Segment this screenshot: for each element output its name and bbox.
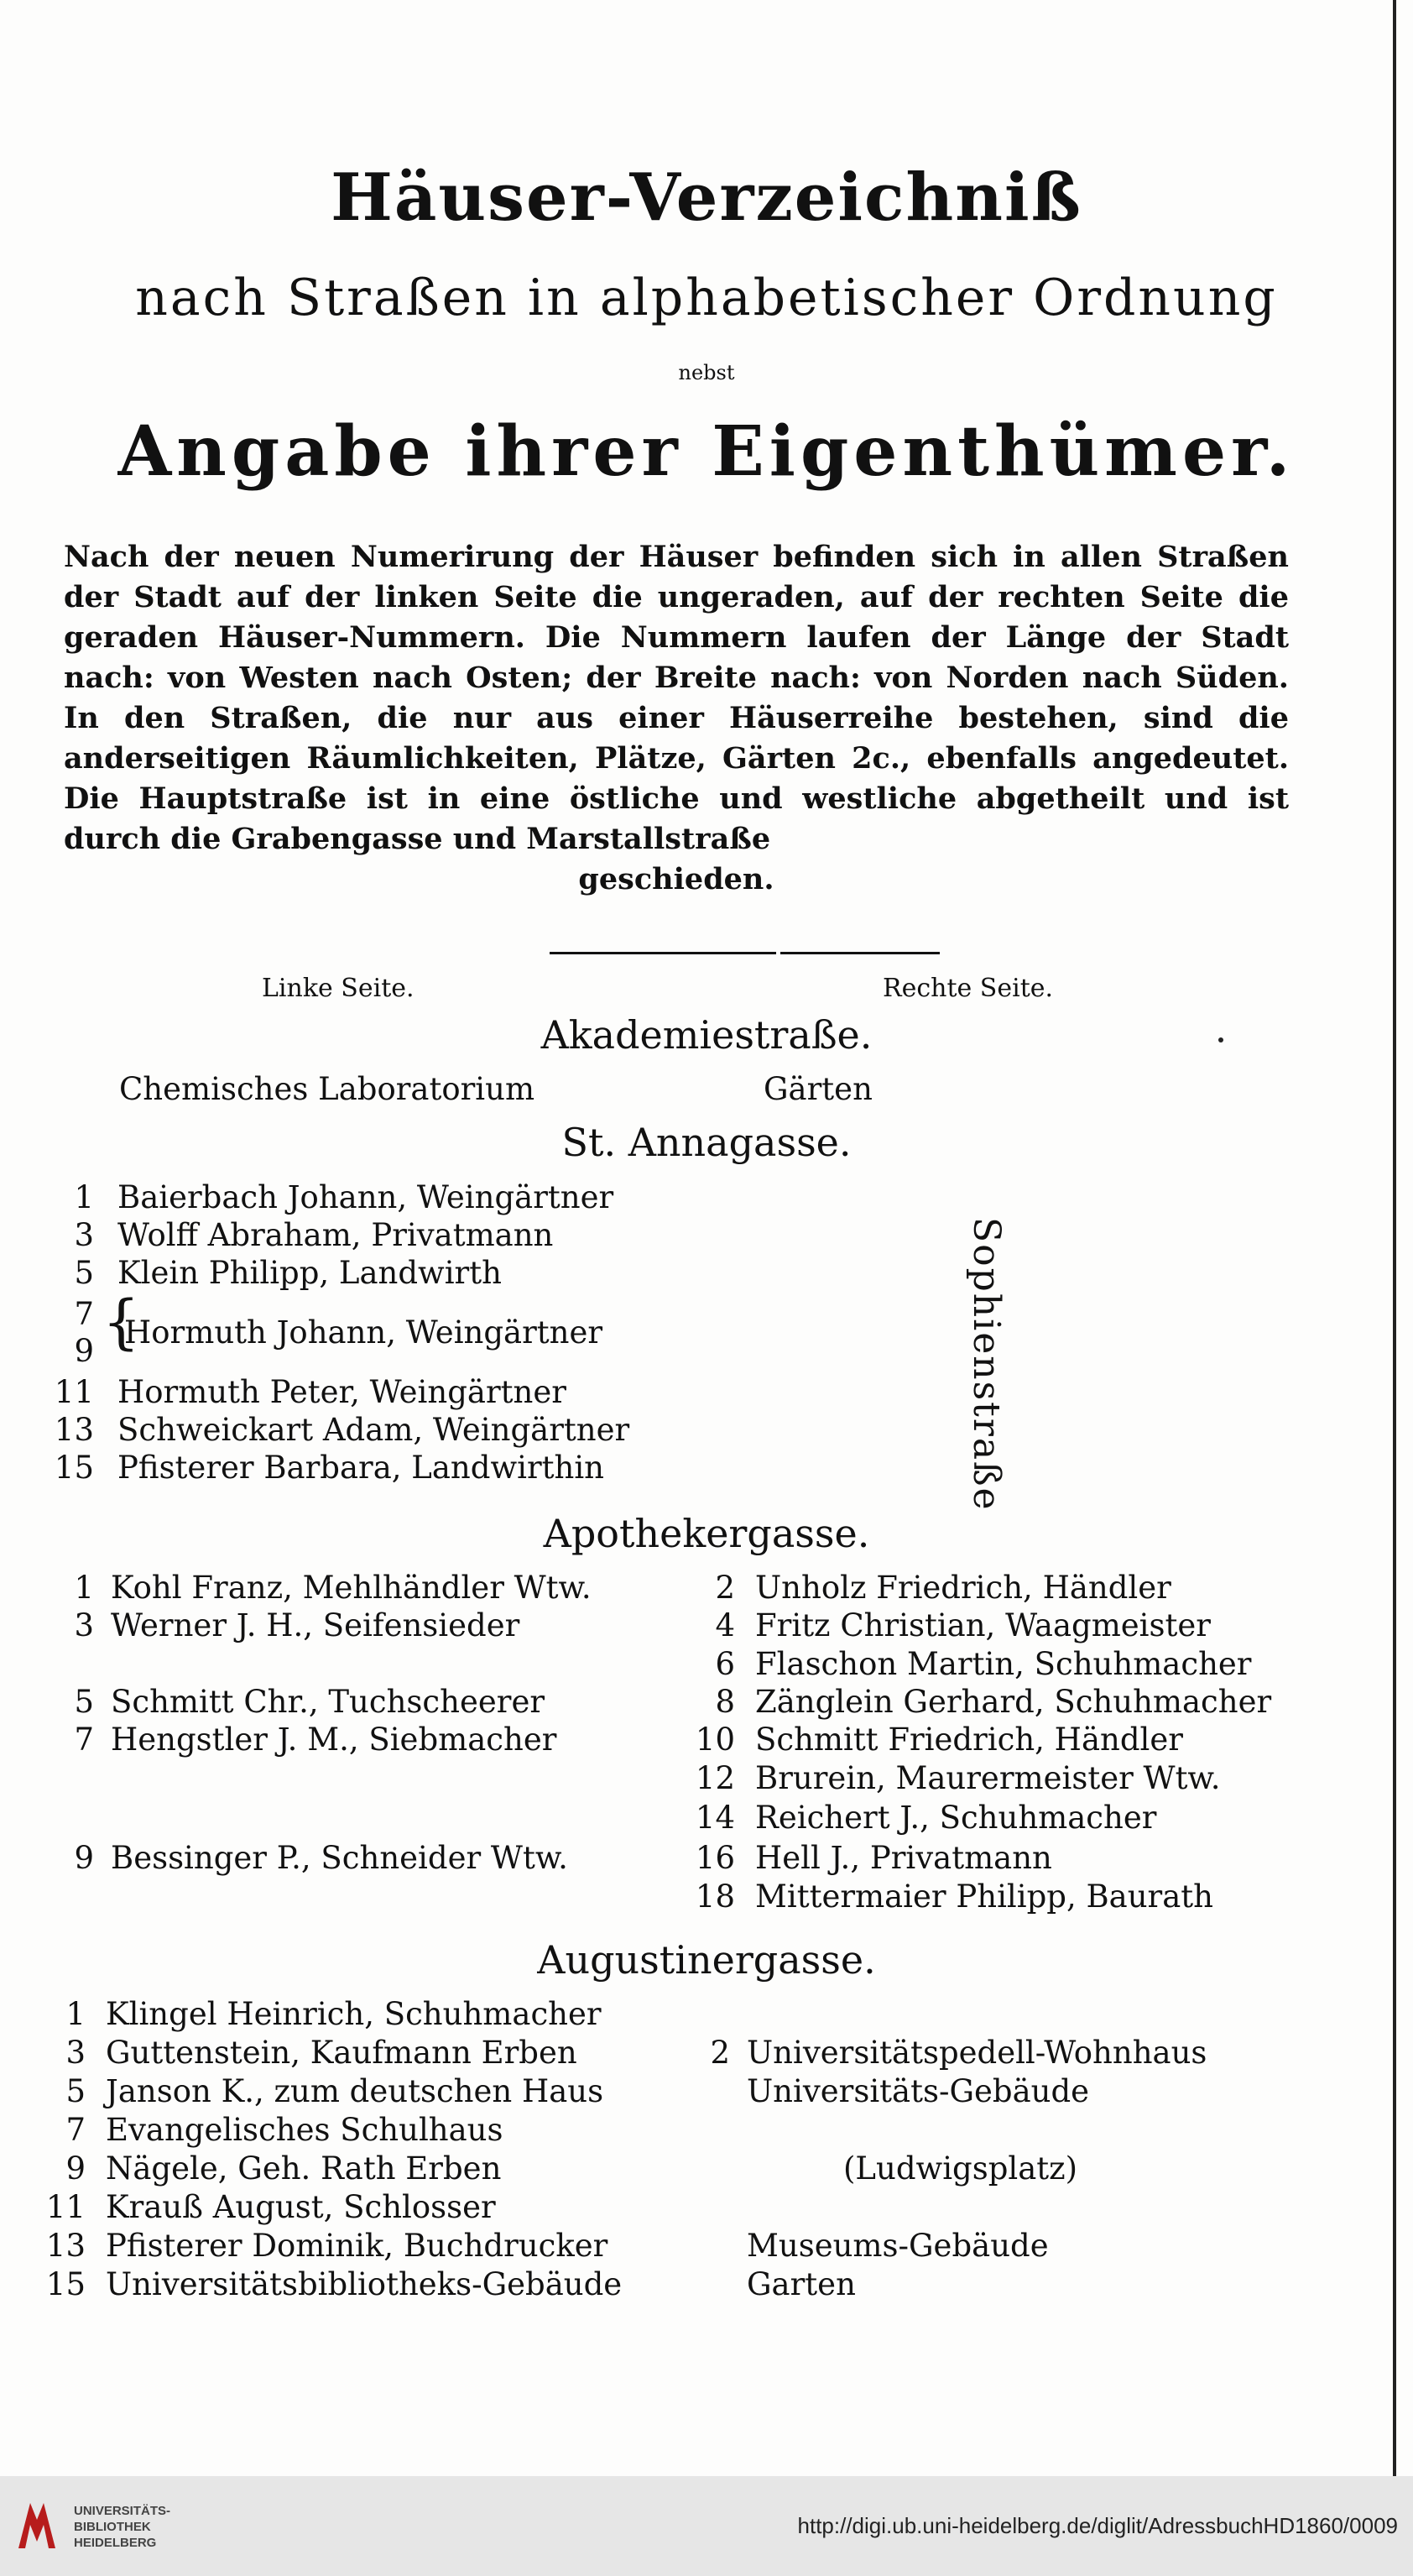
house-entry: Bessinger P., Schneider Wtw. (111, 1840, 568, 1876)
house-entry: Unholz Friedrich, Händler (755, 1570, 1171, 1606)
library-name (74, 2503, 170, 2551)
akademie-left: Chemisches Laboratorium (119, 1071, 535, 1107)
house-entry: Janson K., zum deutschen Haus (106, 2073, 604, 2109)
house-number: 5 (74, 1255, 94, 1291)
house-entry: Klingel Heinrich, Schuhmacher (106, 1996, 602, 2032)
house-number: 15 (45, 2266, 86, 2302)
house-entry: Klein Philipp, Landwirth (117, 1255, 502, 1291)
house-number: 16 (695, 1840, 735, 1876)
house-entry: Schmitt Friedrich, Händler (755, 1722, 1183, 1758)
brace-bracket: { (102, 1288, 140, 1356)
house-entry: Schmitt Chr., Tuchscheerer (111, 1684, 545, 1720)
house-number: 1 (74, 1179, 94, 1215)
house-number: 6 (715, 1646, 735, 1682)
house-number: 13 (54, 1412, 94, 1448)
house-entry: Evangelisches Schulhaus (106, 2112, 503, 2148)
house-number: 11 (54, 1374, 94, 1410)
library-name-line: HEIDELBERG (74, 2536, 157, 2550)
intro-last-line: geschieden. (578, 862, 774, 896)
house-number: 5 (74, 1684, 94, 1720)
house-number: 9 (74, 1333, 94, 1369)
house-number: 12 (695, 1760, 735, 1796)
page-edge-shadow (1393, 0, 1396, 2476)
house-number: 2 (710, 2035, 730, 2071)
house-number: 3 (74, 1607, 94, 1643)
house-entry: Mittermaier Philipp, Baurath (755, 1878, 1214, 1915)
intro-text: Nach der neuen Numerirung der Häuser befinden sich in allen Straßen der Stadt auf der linken Seite die ungeraden, auf der rechten Seite die geraden Häuser-Nummern. Die Nummern laufen der Länge der Stadt nach: von Westen nach Osten; der Breite nach: von Norden nach Süden. In den Straßen, die nur aus einer Häuserreihe bestehen, sind die anderseitigen Räumlichkeiten, Plätze, Gärten 2c., ebenfalls angedeutet. Die Hauptstraße ist in eine östliche und westliche abgetheilt und ist durch die Grabengasse und Marstallstraße (64, 540, 1289, 856)
house-entry: Nägele, Geh. Rath Erben (106, 2150, 502, 2187)
house-number: 2 (715, 1570, 735, 1606)
street-apothekergasse: Apothekergasse. (543, 1511, 870, 1556)
house-number: 18 (695, 1878, 735, 1915)
house-entry: Museums-Gebäude (747, 2228, 1049, 2264)
house-number: 7 (74, 1722, 94, 1758)
right-side-label: Rechte Seite. (883, 974, 1054, 1003)
intro-paragraph (64, 537, 1289, 900)
house-number: 15 (54, 1450, 94, 1486)
house-number: 5 (65, 2073, 86, 2109)
house-entry: Flaschon Martin, Schuhmacher (755, 1646, 1252, 1682)
house-entry: Hengstler J. M., Siebmacher (111, 1722, 557, 1758)
house-entry: Hell J., Privatmann (755, 1840, 1052, 1876)
house-number: 14 (695, 1800, 735, 1836)
house-entry: Reichert J., Schuhmacher (755, 1800, 1157, 1836)
house-entry: Fritz Christian, Waagmeister (755, 1607, 1211, 1643)
house-entry: Wolff Abraham, Privatmann (117, 1217, 554, 1253)
house-entry: Baierbach Johann, Weingärtner (117, 1179, 614, 1215)
house-number: 1 (74, 1570, 94, 1606)
house-number: 9 (74, 1840, 94, 1876)
house-number: 10 (695, 1722, 735, 1758)
house-number: 13 (45, 2228, 86, 2264)
house-entry: Universitäts-Gebäude (747, 2073, 1090, 2109)
house-number: 7 (65, 2112, 86, 2148)
page-subtitle: nach Straßen in alphabetischer Ordnung (135, 269, 1278, 327)
street-akademiestrasse: Akademiestraße. (540, 1012, 873, 1058)
sophienstrasse-label: Sophienstraße (965, 1217, 1008, 1512)
house-entry: Universitätspedell-Wohnhaus (747, 2035, 1207, 2071)
house-entry: Schweickart Adam, Weingärtner (117, 1412, 630, 1448)
divider-right (780, 952, 940, 954)
house-number: 1 (65, 1996, 86, 2032)
house-entry: Hormuth Peter, Weingärtner (117, 1374, 566, 1410)
house-number: 3 (74, 1217, 94, 1253)
source-url-link[interactable]: http://digi.ub.uni-heidelberg.de/diglit/AdressbuchHD1860/0009 (797, 2513, 1398, 2538)
house-entry: Brurein, Maurermeister Wtw. (755, 1760, 1221, 1796)
house-entry: Universitätsbibliotheks-Gebäude (106, 2266, 623, 2302)
house-entry-joint: Hormuth Johann, Weingärtner (124, 1314, 603, 1351)
library-name-line: BIBLIOTHEK (74, 2520, 151, 2534)
left-side-label: Linke Seite. (262, 974, 415, 1003)
house-number: 11 (45, 2189, 86, 2225)
page-title-2: Angabe ihrer Eigenthümer. (117, 411, 1296, 492)
house-entry: Pfisterer Barbara, Landwirthin (117, 1450, 605, 1486)
house-number: 3 (65, 2035, 86, 2071)
house-number: 4 (715, 1607, 735, 1643)
house-entry: Pfisterer Dominik, Buchdrucker (106, 2228, 608, 2264)
house-number: 7 (74, 1296, 94, 1332)
akademie-right: Gärten (764, 1071, 873, 1107)
house-number: 8 (715, 1684, 735, 1720)
street-augustinergasse: Augustinergasse. (537, 1937, 876, 1983)
library-name-line: UNIVERSITÄTS- (74, 2504, 171, 2518)
library-logo-icon (13, 2495, 60, 2553)
street-annagasse: St. Annagasse. (561, 1120, 852, 1165)
house-entry: Werner J. H., Seifensieder (111, 1607, 520, 1643)
house-entry: Kohl Franz, Mehlhändler Wtw. (111, 1570, 592, 1606)
house-entry: Zänglein Gerhard, Schuhmacher (755, 1684, 1272, 1720)
divider-left (550, 952, 776, 954)
house-entry: (Ludwigsplatz) (843, 2150, 1078, 2187)
nebst-word: nebst (678, 361, 735, 384)
house-entry: Krauß August, Schlosser (106, 2189, 496, 2225)
footer-bar (0, 2476, 1413, 2576)
house-entry: Garten (747, 2266, 856, 2302)
house-entry: Guttenstein, Kaufmann Erben (106, 2035, 577, 2071)
page-title: Häuser-Verzeichniß (331, 159, 1082, 236)
house-number: 9 (65, 2150, 86, 2187)
